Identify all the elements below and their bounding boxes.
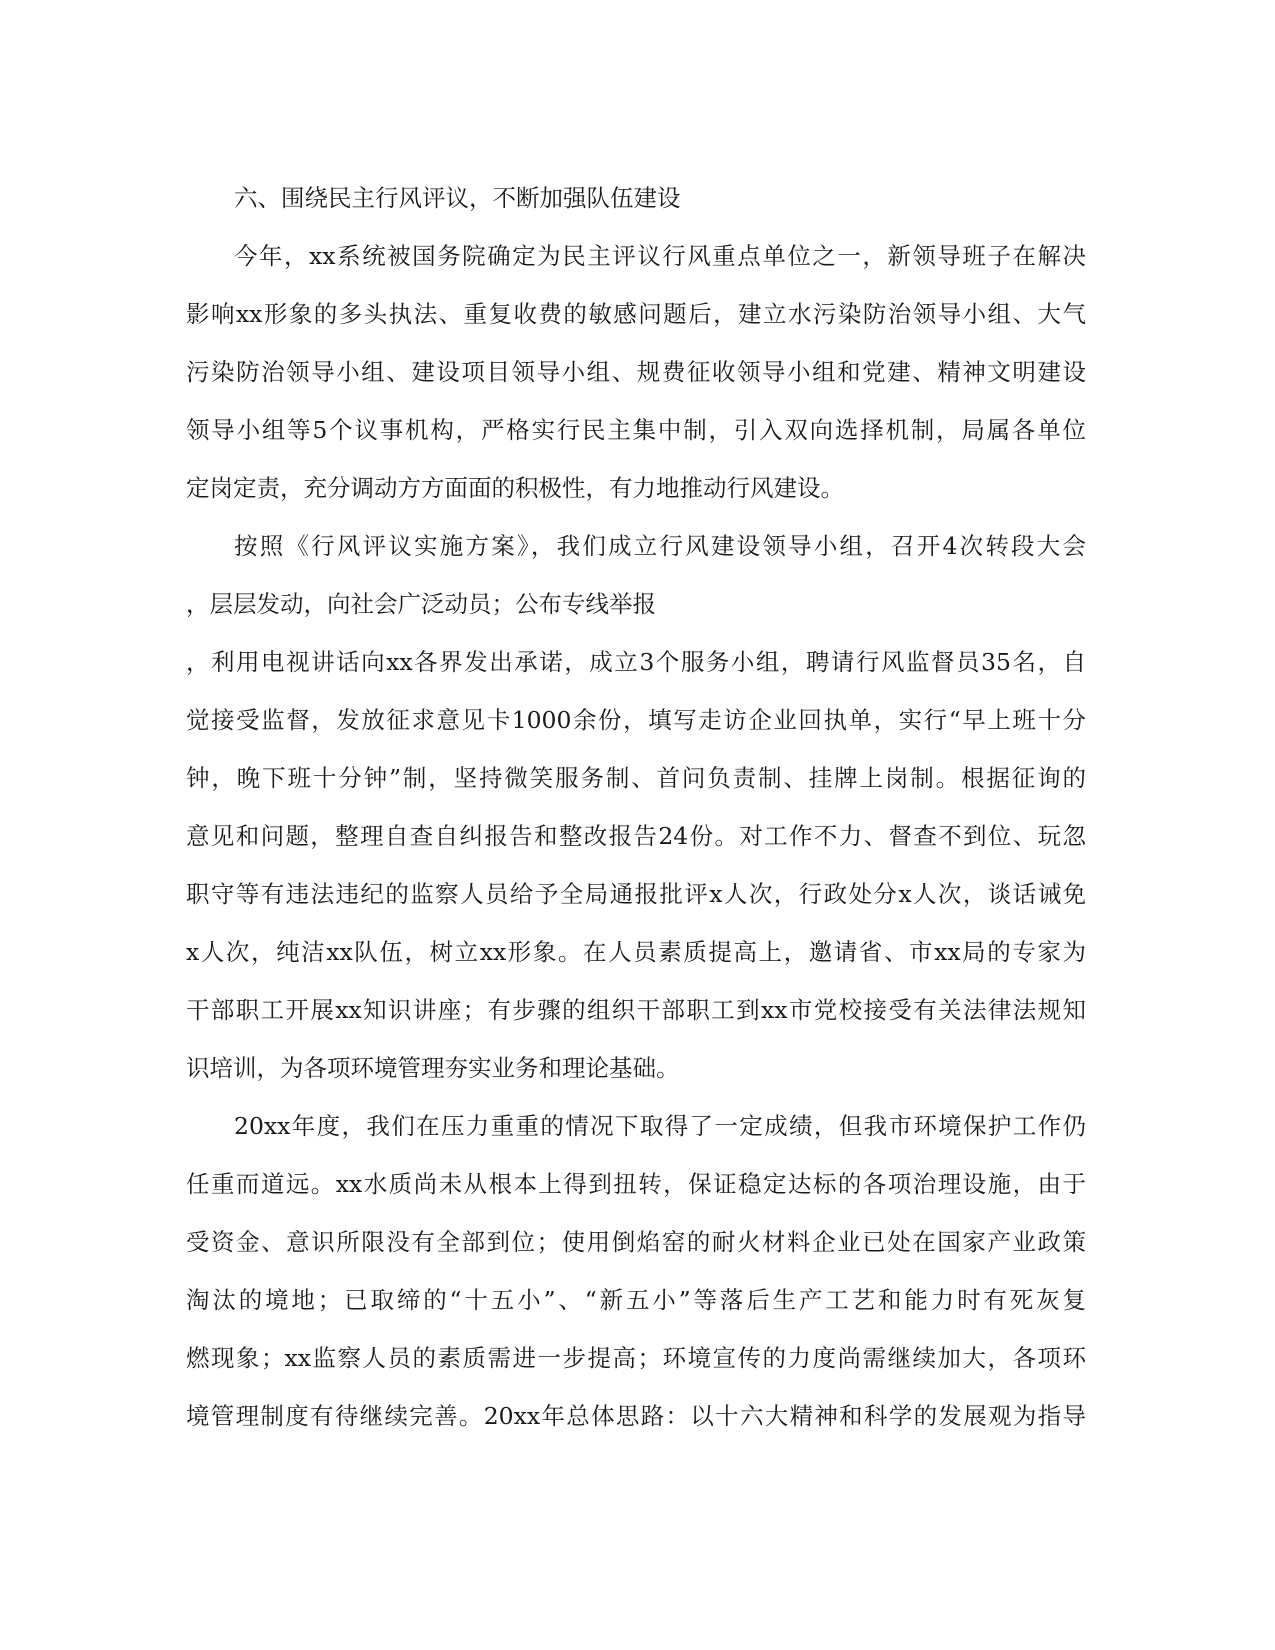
paragraph-line: 今年，xx系统被国务院确定为民主评议行风重点单位之一，新领导班子在解决 [234,242,1086,270]
paragraph-line: 燃现象；xx监察人员的素质需进一步提高；环境宣传的力度尚需继续加大，各项环 [186,1344,1086,1372]
paragraph-line: ，利用电视讲话向xx各界发出承诺，成立3个服务小组，聘请行风监督员35名，自 [186,648,1086,676]
paragraph-line: 领导小组等5个议事机构，严格实行民主集中制，引入双向选择机制，局属各单位 [186,416,1086,444]
paragraph-line: 钟，晚下班十分钟”制，坚持微笑服务制、首问负责制、挂牌上岗制。根据征询的 [186,764,1086,792]
paragraph-line: 职守等有违法违纪的监察人员给予全局通报批评x人次，行政处分x人次，谈话诫免 [186,880,1086,908]
section-heading: 六、围绕民主行风评议，不断加强队伍建设 [234,184,681,212]
paragraph-line: 意见和问题，整理自查自纠报告和整改报告24份。对工作不力、督查不到位、玩忽 [186,822,1086,850]
paragraph-line: 污染防治领导小组、建设项目领导小组、规费征收领导小组和党建、精神文明建设 [186,358,1086,386]
paragraph-line: 影响xx形象的多头执法、重复收费的敏感问题后，建立水污染防治领导小组、大气 [186,300,1086,328]
paragraph-line: 受资金、意识所限没有全部到位；使用倒焰窑的耐火材料企业已处在国家产业政策 [186,1228,1086,1256]
paragraph-line: 识培训，为各项环境管理夯实业务和理论基础。 [186,1054,680,1082]
paragraph-line: 干部职工开展xx知识讲座；有步骤的组织干部职工到xx市党校接受有关法律法规知 [186,996,1086,1024]
paragraph-line: 定岗定责，充分调动方方面面的积极性，有力地推动行风建设。 [186,474,844,502]
paragraph-line: 淘汰的境地；已取缔的“十五小”、“新五小”等落后生产工艺和能力时有死灰复 [186,1286,1086,1314]
paragraph-line: 觉接受监督，发放征求意见卡1000余份，填写走访企业回执单，实行“早上班十分 [186,706,1086,734]
paragraph-line: 按照《行风评议实施方案》，我们成立行风建设领导小组，召开4次转段大会 [234,532,1086,560]
paragraph-line: ，层层发动，向社会广泛动员；公布专线举报 [186,590,656,618]
paragraph-line: x人次，纯洁xx队伍，树立xx形象。在人员素质提高上，邀请省、市xx局的专家为 [186,938,1086,966]
paragraph-line: 20xx年度，我们在压力重重的情况下取得了一定成绩，但我市环境保护工作仍 [234,1112,1086,1140]
paragraph-line: 境管理制度有待继续完善。20xx年总体思路：以十六大精神和科学的发展观为指导 [186,1402,1086,1430]
paragraph-line: 任重而道远。xx水质尚未从根本上得到扭转，保证稳定达标的各项治理设施，由于 [186,1170,1086,1198]
